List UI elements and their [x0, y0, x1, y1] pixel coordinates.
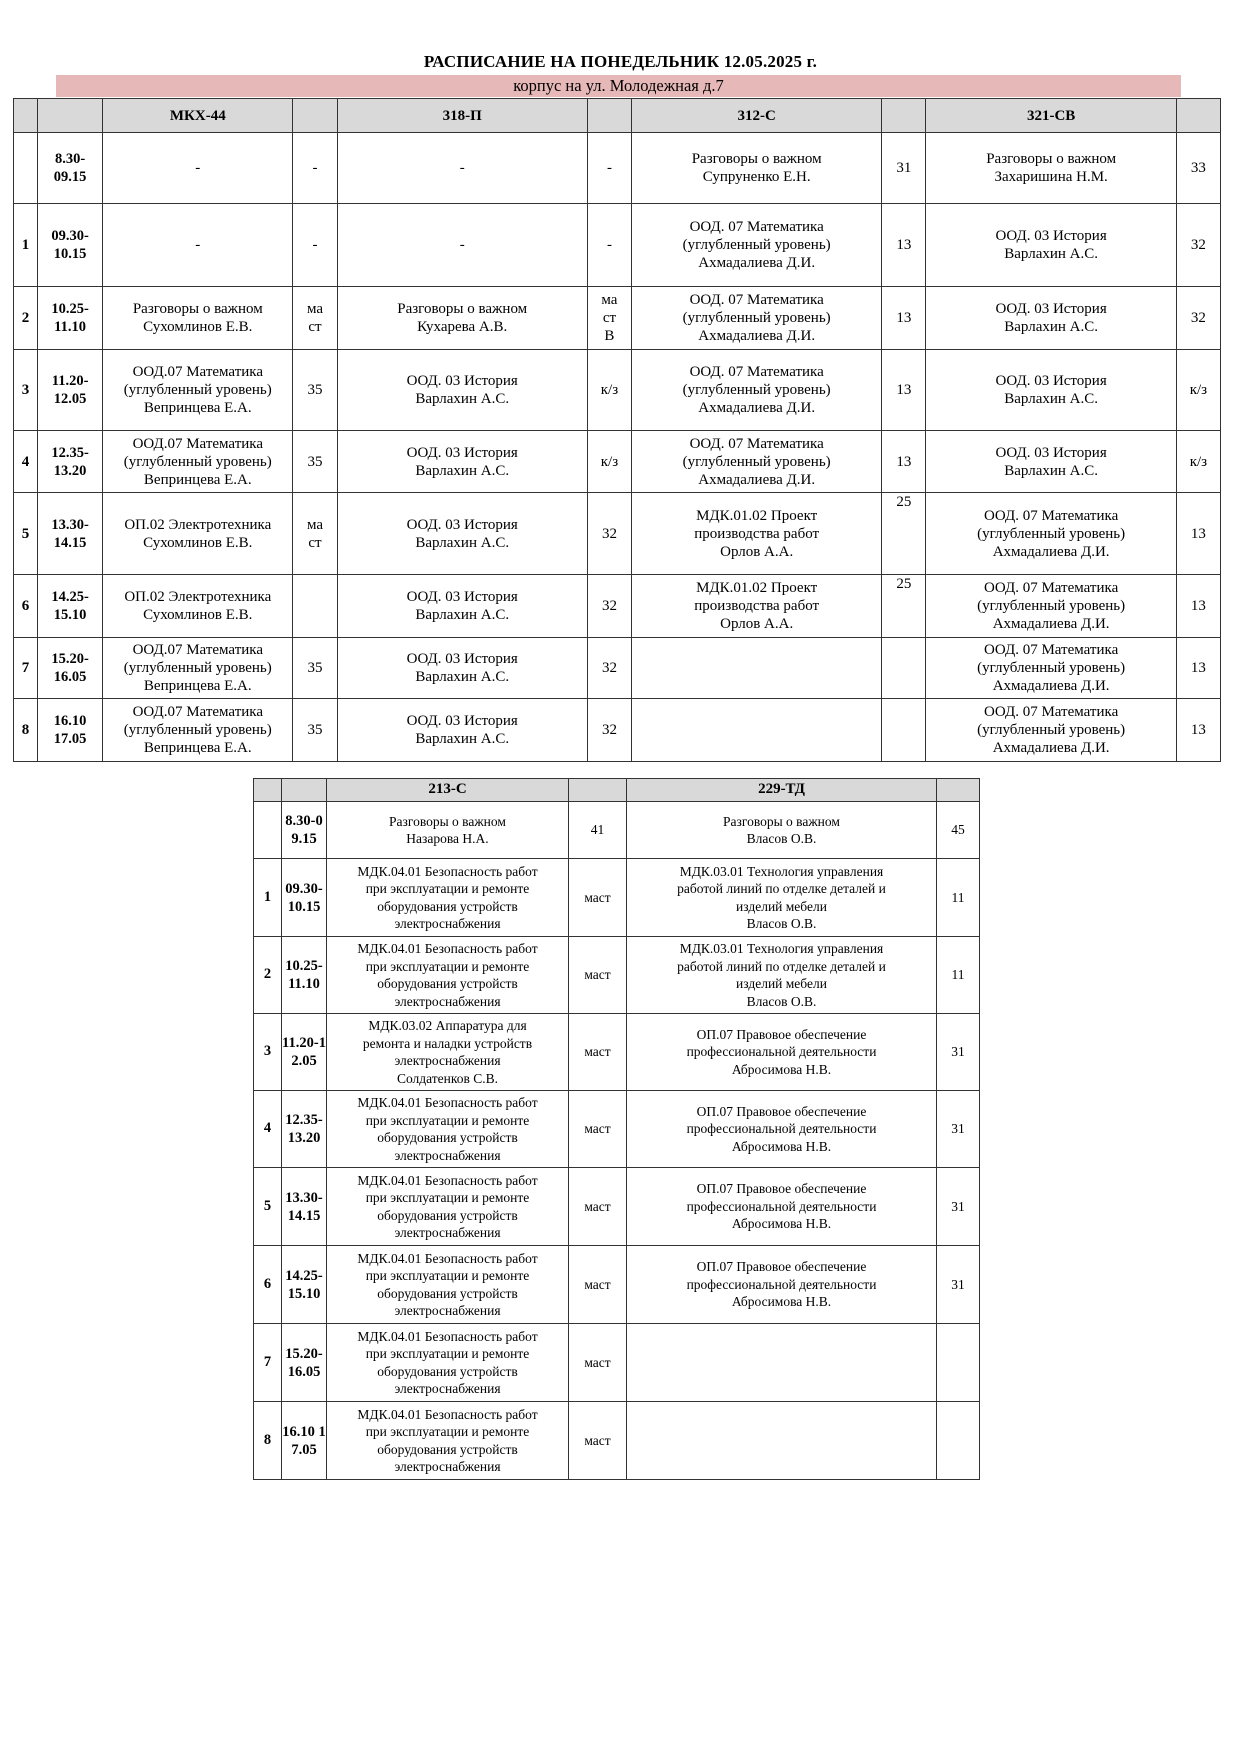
group-header: 213-С: [327, 779, 569, 802]
subject-cell: Разговоры о важном Кухарева А.В.: [337, 287, 587, 350]
room-cell: маст: [569, 1402, 627, 1480]
room-cell: 31: [882, 133, 926, 204]
lesson-time: 13.30- 14.15: [38, 493, 103, 575]
lesson-number: 8: [14, 699, 38, 762]
subject-cell: ООД. 03 История Варлахин А.С.: [337, 493, 587, 575]
room-cell: маст: [569, 1091, 627, 1168]
room-cell: ма ст: [293, 287, 337, 350]
subject-cell: ООД. 07 Математика (углубленный уровень) Ахмадалиева Д.И.: [631, 350, 881, 431]
subject-cell: ООД. 03 История Варлахин А.С.: [926, 204, 1176, 287]
room-cell: маст: [569, 859, 627, 937]
lesson-number: 7: [254, 1324, 282, 1402]
lesson-number: [254, 802, 282, 859]
table-row: [254, 1402, 980, 1480]
table-header-row: [254, 779, 980, 802]
subject-cell: ООД. 07 Математика (углубленный уровень) Ахмадалиева Д.И.: [926, 699, 1176, 762]
subject-cell: МДК.03.01 Технология управления работой линий по отделке деталей и изделий мебели Власов О.В.: [627, 937, 937, 1014]
lesson-time: 12.35- 13.20: [38, 431, 103, 493]
room-cell: 31: [937, 1168, 980, 1246]
room-cell: ма ст В: [587, 287, 631, 350]
subject-cell: ОП.07 Правовое обеспечение профессиональной деятельности Абросимова Н.В.: [627, 1246, 937, 1324]
table-row: [14, 575, 1221, 638]
table-row: [14, 204, 1221, 287]
lesson-time: 16.10 17.05: [38, 699, 103, 762]
room-cell: 32: [587, 638, 631, 699]
lesson-number: 2: [254, 937, 282, 1014]
lesson-time: 11.20-12.05: [282, 1014, 327, 1091]
room-cell: маст: [569, 1014, 627, 1091]
room-cell: к/з: [1176, 350, 1220, 431]
room-cell: 13: [882, 350, 926, 431]
subject-cell: -: [337, 133, 587, 204]
lesson-number: 7: [14, 638, 38, 699]
subject-cell: ООД. 03 История Варлахин А.С.: [337, 431, 587, 493]
room-cell: 45: [937, 802, 980, 859]
lesson-time: 10.25- 11.10: [38, 287, 103, 350]
room-cell: 13: [1176, 699, 1220, 762]
room-cell: 33: [1176, 133, 1220, 204]
lesson-time: 14.25-15.10: [282, 1246, 327, 1324]
subject-cell: Разговоры о важном Власов О.В.: [627, 802, 937, 859]
room-cell: 35: [293, 431, 337, 493]
room-cell: [293, 575, 337, 638]
subject-cell: МДК.04.01 Безопасность работ при эксплуатации и ремонте оборудования устройств электроснабжения: [327, 1091, 569, 1168]
subject-cell: МДК.03.01 Технология управления работой линий по отделке деталей и изделий мебели Власов О.В.: [627, 859, 937, 937]
building-subtitle: корпус на ул. Молодежная д.7: [56, 75, 1181, 97]
lesson-number: [14, 133, 38, 204]
table-row: [14, 699, 1221, 762]
room-cell: [882, 699, 926, 762]
group-header: 229-ТД: [627, 779, 937, 802]
lesson-number: 5: [14, 493, 38, 575]
room-cell: маст: [569, 1324, 627, 1402]
lesson-number: 3: [14, 350, 38, 431]
room-cell: -: [587, 204, 631, 287]
room-header: [569, 779, 627, 802]
lesson-number: 4: [254, 1091, 282, 1168]
subject-cell: МДК.04.01 Безопасность работ при эксплуатации и ремонте оборудования устройств электроснабжения: [327, 937, 569, 1014]
subject-cell: ООД. 07 Математика (углубленный уровень) Ахмадалиева Д.И.: [926, 638, 1176, 699]
room-cell: 35: [293, 699, 337, 762]
subject-cell: МДК.01.02 Проект производства работ Орлов А.А.: [631, 493, 881, 575]
room-cell: 31: [937, 1246, 980, 1324]
lesson-number: 5: [254, 1168, 282, 1246]
group-header: 312-С: [631, 99, 881, 133]
room-cell: 32: [587, 699, 631, 762]
table-row: [254, 1246, 980, 1324]
room-cell: 35: [293, 350, 337, 431]
room-cell: 32: [587, 493, 631, 575]
lesson-time: 13.30-14.15: [282, 1168, 327, 1246]
lesson-number: 1: [14, 204, 38, 287]
subject-cell: ООД.07 Математика (углубленный уровень) Вепринцева Е.А.: [103, 431, 293, 493]
room-cell: -: [293, 204, 337, 287]
subject-cell: ООД. 03 История Варлахин А.С.: [926, 287, 1176, 350]
room-cell: [937, 1402, 980, 1480]
subject-cell: ООД. 07 Математика (углубленный уровень) Ахмадалиева Д.И.: [631, 287, 881, 350]
schedule-table-main: [13, 98, 1221, 762]
subject-cell: [631, 699, 881, 762]
table-row: [254, 1324, 980, 1402]
subject-cell: ООД. 07 Математика (углубленный уровень) Ахмадалиева Д.И.: [926, 575, 1176, 638]
room-cell: -: [293, 133, 337, 204]
subject-cell: -: [103, 204, 293, 287]
subject-cell: МДК.04.01 Безопасность работ при эксплуатации и ремонте оборудования устройств электроснабжения: [327, 1324, 569, 1402]
lesson-time: 16.10 17.05: [282, 1402, 327, 1480]
room-cell: [882, 638, 926, 699]
room-cell: 32: [1176, 287, 1220, 350]
header-cell-time: [282, 779, 327, 802]
room-cell: 13: [1176, 638, 1220, 699]
room-cell: ма ст: [293, 493, 337, 575]
room-header: [882, 99, 926, 133]
lesson-time: 09.30- 10.15: [38, 204, 103, 287]
group-header: МКХ-44: [103, 99, 293, 133]
subject-cell: ООД.07 Математика (углубленный уровень) Вепринцева Е.А.: [103, 350, 293, 431]
subject-cell: ООД. 07 Математика (углубленный уровень) Ахмадалиева Д.И.: [631, 431, 881, 493]
room-cell: 13: [882, 431, 926, 493]
lesson-number: 4: [14, 431, 38, 493]
room-header: [937, 779, 980, 802]
subject-cell: ООД. 03 История Варлахин А.С.: [337, 350, 587, 431]
table-row: [254, 937, 980, 1014]
room-cell: 32: [587, 575, 631, 638]
table-row: [14, 431, 1221, 493]
lesson-time: 8.30-09.15: [282, 802, 327, 859]
subject-cell: ООД. 03 История Варлахин А.С.: [337, 699, 587, 762]
subject-cell: ООД. 03 История Варлахин А.С.: [926, 350, 1176, 431]
subject-cell: ООД. 03 История Варлахин А.С.: [926, 431, 1176, 493]
group-header: 318-П: [337, 99, 587, 133]
subject-cell: [631, 638, 881, 699]
subject-cell: ОП.02 Электротехника Сухомлинов Е.В.: [103, 493, 293, 575]
room-cell: 41: [569, 802, 627, 859]
subject-cell: ООД. 03 История Варлахин А.С.: [337, 638, 587, 699]
table-row: [254, 1014, 980, 1091]
table-row: [254, 1168, 980, 1246]
table-row: [14, 493, 1221, 575]
room-cell: 31: [937, 1091, 980, 1168]
subject-cell: МДК.04.01 Безопасность работ при эксплуатации и ремонте оборудования устройств электроснабжения: [327, 1246, 569, 1324]
room-header: [1176, 99, 1220, 133]
room-cell: 11: [937, 859, 980, 937]
table-row: [254, 1091, 980, 1168]
room-cell: 13: [1176, 575, 1220, 638]
subject-cell: [627, 1324, 937, 1402]
subject-cell: -: [103, 133, 293, 204]
lesson-time: 09.30-10.15: [282, 859, 327, 937]
room-cell: маст: [569, 937, 627, 1014]
room-header: [293, 99, 337, 133]
lesson-time: 12.35-13.20: [282, 1091, 327, 1168]
lesson-time: 11.20- 12.05: [38, 350, 103, 431]
page-title: РАСПИСАНИЕ НА ПОНЕДЕЛЬНИК 12.05.2025 г.: [423, 52, 818, 71]
room-cell: 35: [293, 638, 337, 699]
room-cell: -: [587, 133, 631, 204]
lesson-time: 15.20-16.05: [282, 1324, 327, 1402]
room-cell: 31: [937, 1014, 980, 1091]
subject-cell: [627, 1402, 937, 1480]
schedule-table-secondary: [253, 778, 980, 1480]
lesson-number: 8: [254, 1402, 282, 1480]
subject-cell: ОП.07 Правовое обеспечение профессиональной деятельности Абросимова Н.В.: [627, 1014, 937, 1091]
lesson-time: 14.25- 15.10: [38, 575, 103, 638]
table-row: [14, 350, 1221, 431]
subject-cell: ОП.07 Правовое обеспечение профессиональной деятельности Абросимова Н.В.: [627, 1091, 937, 1168]
lesson-time: 10.25-11.10: [282, 937, 327, 1014]
room-cell: 25: [882, 493, 926, 575]
table-row: [14, 287, 1221, 350]
lesson-time: 8.30- 09.15: [38, 133, 103, 204]
subject-cell: Разговоры о важном Сухомлинов Е.В.: [103, 287, 293, 350]
subject-cell: МДК.04.01 Безопасность работ при эксплуатации и ремонте оборудования устройств электроснабжения: [327, 1168, 569, 1246]
room-cell: к/з: [587, 350, 631, 431]
room-cell: маст: [569, 1246, 627, 1324]
table-row: [254, 859, 980, 937]
room-cell: 13: [882, 204, 926, 287]
lesson-number: 3: [254, 1014, 282, 1091]
room-cell: к/з: [587, 431, 631, 493]
subject-cell: МДК.03.02 Аппаратура для ремонта и наладки устройств электроснабжения Солдатенков С.В.: [327, 1014, 569, 1091]
room-header: [587, 99, 631, 133]
lesson-number: 6: [14, 575, 38, 638]
subject-cell: МДК.04.01 Безопасность работ при эксплуатации и ремонте оборудования устройств электроснабжения: [327, 1402, 569, 1480]
lesson-number: 2: [14, 287, 38, 350]
subject-cell: ООД.07 Математика (углубленный уровень) Вепринцева Е.А.: [103, 638, 293, 699]
room-cell: маст: [569, 1168, 627, 1246]
subject-cell: Разговоры о важном Назарова Н.А.: [327, 802, 569, 859]
subject-cell: МДК.04.01 Безопасность работ при эксплуатации и ремонте оборудования устройств электроснабжения: [327, 859, 569, 937]
table-row: [14, 638, 1221, 699]
room-cell: [937, 1324, 980, 1402]
room-cell: 13: [882, 287, 926, 350]
subject-cell: ООД. 07 Математика (углубленный уровень) Ахмадалиева Д.И.: [926, 493, 1176, 575]
subject-cell: ООД. 07 Математика (углубленный уровень) Ахмадалиева Д.И.: [631, 204, 881, 287]
subject-cell: ОП.02 Электротехника Сухомлинов Е.В.: [103, 575, 293, 638]
header-cell-num: [254, 779, 282, 802]
lesson-number: 1: [254, 859, 282, 937]
room-cell: 25: [882, 575, 926, 638]
table-row: [254, 802, 980, 859]
room-cell: 11: [937, 937, 980, 1014]
room-cell: 32: [1176, 204, 1220, 287]
header-cell-num: [14, 99, 38, 133]
subject-cell: ООД.07 Математика (углубленный уровень) Вепринцева Е.А.: [103, 699, 293, 762]
subject-cell: ОП.07 Правовое обеспечение профессиональной деятельности Абросимова Н.В.: [627, 1168, 937, 1246]
lesson-time: 15.20- 16.05: [38, 638, 103, 699]
lesson-number: 6: [254, 1246, 282, 1324]
room-cell: к/з: [1176, 431, 1220, 493]
header-cell-time: [38, 99, 103, 133]
table-header-row: [14, 99, 1221, 133]
subject-cell: Разговоры о важном Супруненко Е.Н.: [631, 133, 881, 204]
room-cell: 13: [1176, 493, 1220, 575]
subject-cell: Разговоры о важном Захаришина Н.М.: [926, 133, 1176, 204]
subject-cell: МДК.01.02 Проект производства работ Орлов А.А.: [631, 575, 881, 638]
subject-cell: -: [337, 204, 587, 287]
subject-cell: ООД. 03 История Варлахин А.С.: [337, 575, 587, 638]
table-row: [14, 133, 1221, 204]
group-header: 321-СВ: [926, 99, 1176, 133]
